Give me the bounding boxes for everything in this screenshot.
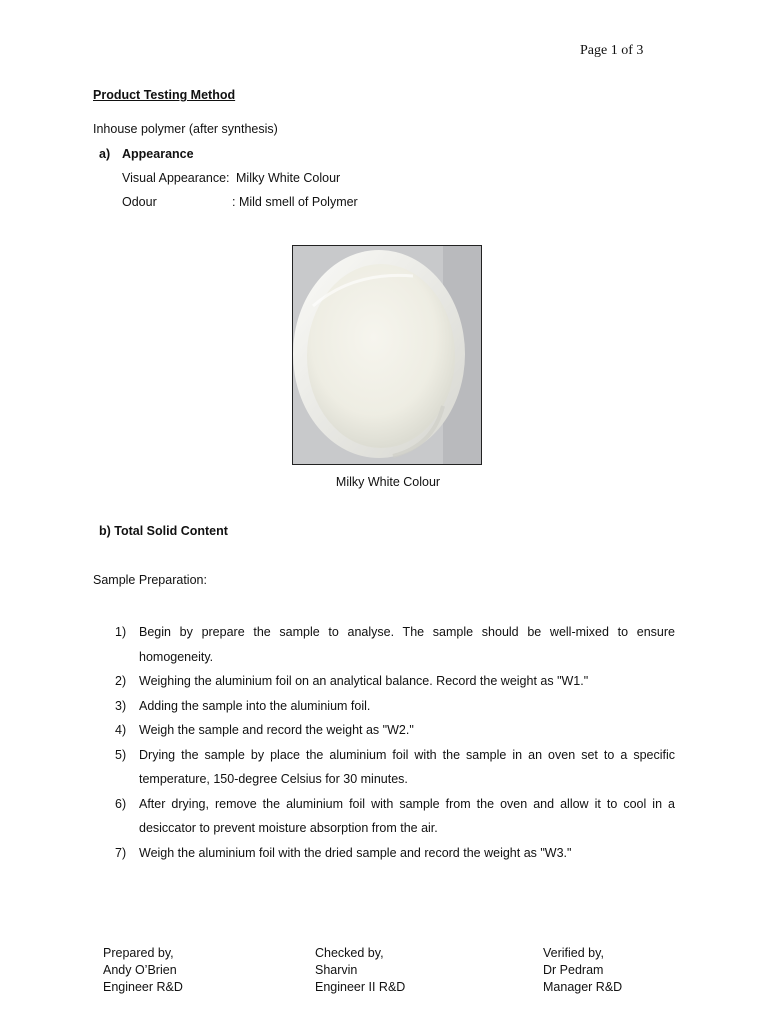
- signature-role: Verified by,: [543, 946, 604, 960]
- sample-preparation-label: Sample Preparation:: [93, 573, 207, 587]
- signature-prepared-by: [103, 945, 183, 996]
- section-a-heading: Appearance: [122, 147, 194, 161]
- procedure-step: [115, 669, 675, 694]
- visual-appearance-label: Visual Appearance:: [122, 171, 230, 185]
- signature-name: Sharvin: [315, 963, 358, 977]
- step-number: 5): [115, 747, 127, 762]
- signature-checked-by: [315, 945, 405, 996]
- step-text: Adding the sample into the aluminium foil.: [139, 698, 371, 713]
- signature-name: Andy O’Brien: [103, 963, 177, 977]
- signature-role: Checked by,: [315, 946, 384, 960]
- procedure-step: [115, 694, 675, 719]
- step-number: 7): [115, 845, 127, 860]
- step-text: Drying the sample by place the aluminium foil with the sample in an oven set to a specific temperature, 150-degree Celsius for 30 minutes.: [139, 747, 675, 786]
- step-text: After drying, remove the aluminium foil with sample from the oven and allow it to cool in a desiccator to prevent moisture absorption from the air.: [139, 796, 675, 835]
- odour-label: Odour: [122, 195, 157, 209]
- document-subtitle: Inhouse polymer (after synthesis): [93, 122, 278, 136]
- signature-title: Manager R&D: [543, 980, 623, 994]
- polymer-dish-image: [293, 246, 481, 464]
- step-number: 3): [115, 698, 127, 713]
- odour-value: : Mild smell of Polymer: [232, 195, 358, 209]
- signature-title: Engineer R&D: [103, 980, 183, 994]
- procedure-step: [115, 620, 675, 669]
- step-text: Weighing the aluminium foil on an analytical balance. Record the weight as "W1.": [139, 674, 589, 688]
- signature-name: Dr Pedram: [543, 963, 604, 977]
- procedure-step: [115, 792, 675, 841]
- step-text: Weigh the aluminium foil with the dried sample and record the weight as "W3.": [139, 845, 572, 860]
- procedure-step: [115, 841, 675, 866]
- signature-title: Engineer II R&D: [315, 980, 406, 994]
- procedure-steps-list: [115, 620, 675, 865]
- section-a-marker: a): [99, 147, 111, 161]
- signature-verified-by: [543, 945, 622, 996]
- procedure-step: [115, 718, 675, 743]
- step-number: 2): [115, 674, 127, 688]
- procedure-step: [115, 743, 675, 792]
- page-number: Page 1 of 3: [580, 43, 644, 58]
- step-number: 1): [115, 625, 127, 639]
- step-text: Weigh the sample and record the weight as "W2.": [139, 723, 414, 737]
- step-number: 4): [115, 723, 127, 737]
- visual-appearance-value: Milky White Colour: [236, 171, 341, 185]
- document-title: Product Testing Method: [93, 88, 236, 102]
- step-text: Begin by prepare the sample to analyse. The sample should be well-mixed to ensure homogeneity.: [139, 625, 675, 664]
- figure-caption: Milky White Colour: [335, 475, 441, 489]
- sample-photo: [292, 245, 482, 465]
- section-b-heading: b) Total Solid Content: [99, 524, 228, 538]
- signature-role: Prepared by,: [103, 946, 174, 960]
- step-number: 6): [115, 796, 127, 811]
